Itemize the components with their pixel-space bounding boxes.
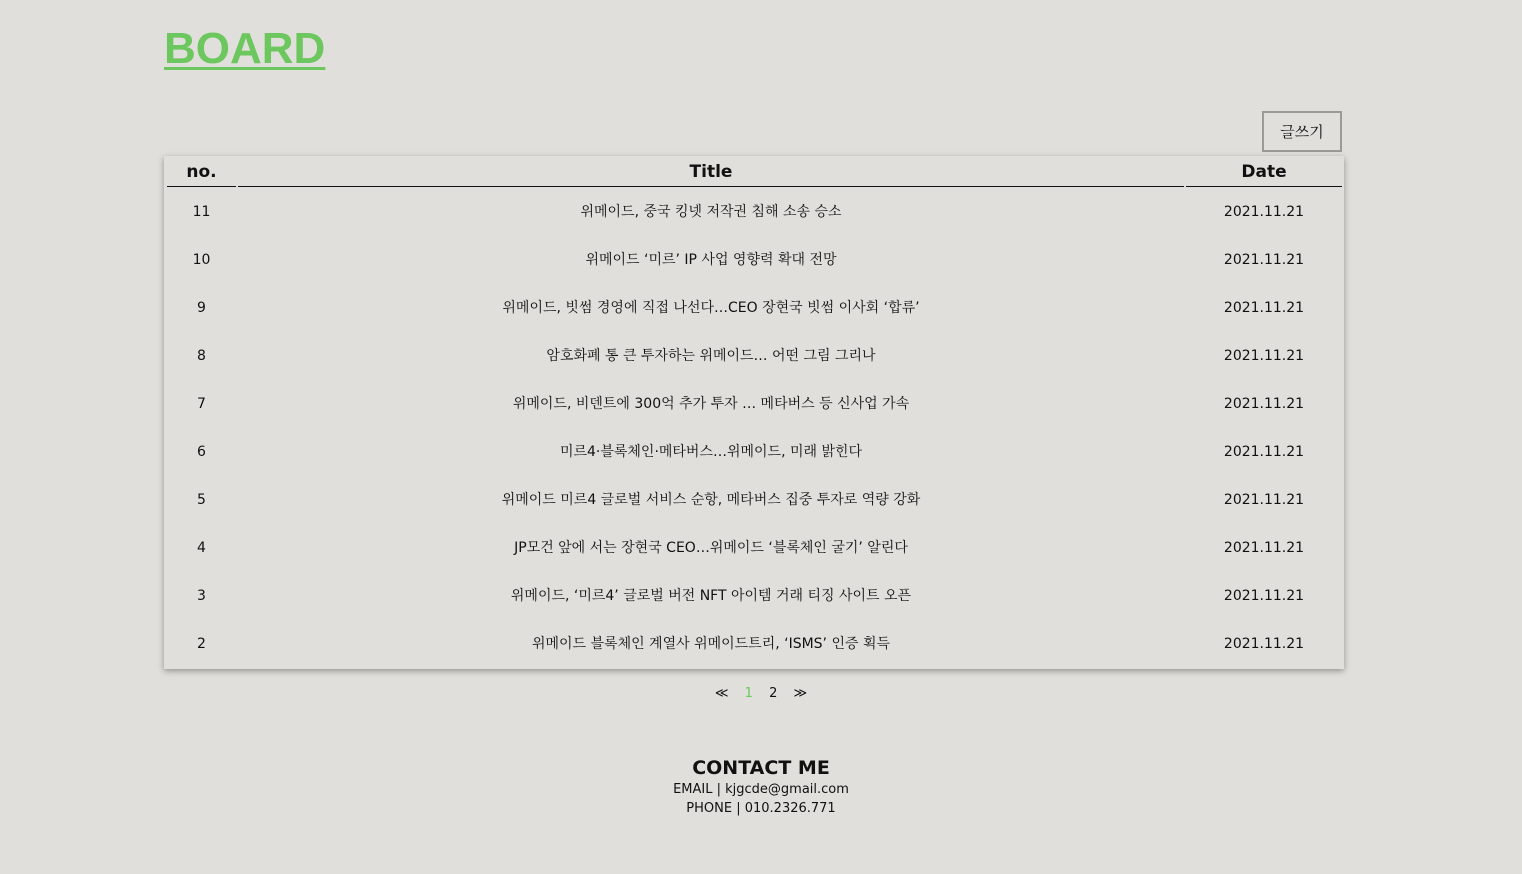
column-header-date: Date — [1186, 156, 1342, 187]
table-row[interactable] — [164, 284, 1344, 332]
footer-phone: PHONE | 010.2326.771 — [686, 801, 836, 816]
row-date: 2021.11.21 — [1223, 348, 1305, 364]
page-next-link[interactable]: ≫ — [793, 686, 808, 701]
table-row[interactable] — [164, 332, 1344, 380]
row-date: 2021.11.21 — [1223, 252, 1305, 268]
row-title-link[interactable]: 위메이드, 빗썸 경영에 직접 나선다…CEO 장현국 빗썸 이사회 ‘합류’ — [502, 300, 920, 316]
board-title-link[interactable]: BOARD — [164, 24, 326, 73]
table-body — [164, 188, 1344, 668]
row-number: 11 — [192, 204, 211, 220]
write-button[interactable]: 글쓰기 — [1262, 111, 1342, 152]
table-row[interactable] — [164, 236, 1344, 284]
page-link-2[interactable]: 2 — [769, 686, 778, 701]
row-date: 2021.11.21 — [1223, 204, 1305, 220]
row-title-link[interactable]: 암호화폐 통 큰 투자하는 위메이드… 어떤 그림 그리나 — [546, 348, 876, 364]
table-row[interactable] — [164, 620, 1344, 668]
row-date: 2021.11.21 — [1223, 492, 1305, 508]
footer-email: EMAIL | kjgcde@gmail.com — [673, 782, 849, 797]
row-title-link[interactable]: 위메이드 블록체인 계열사 위메이드트리, ‘ISMS’ 인증 획득 — [531, 636, 891, 652]
column-header-title: Title — [238, 156, 1184, 187]
row-title-link[interactable]: 위메이드 ‘미르’ IP 사업 영향력 확대 전망 — [585, 252, 837, 268]
row-number: 7 — [197, 396, 206, 412]
table-row[interactable] — [164, 188, 1344, 236]
row-number: 2 — [197, 636, 206, 652]
row-title-link[interactable]: 미르4·블록체인·메타버스…위메이드, 미래 밝힌다 — [559, 444, 863, 460]
pagination — [0, 686, 1522, 706]
footer-title: CONTACT ME — [692, 757, 830, 779]
row-number: 3 — [197, 588, 206, 604]
row-date: 2021.11.21 — [1223, 588, 1305, 604]
footer — [0, 756, 1522, 818]
row-number: 6 — [197, 444, 206, 460]
table-row[interactable] — [164, 476, 1344, 524]
row-date: 2021.11.21 — [1223, 444, 1305, 460]
column-header-no: no. — [167, 156, 236, 187]
row-date: 2021.11.21 — [1223, 300, 1305, 316]
table-row[interactable] — [164, 380, 1344, 428]
row-number: 5 — [197, 492, 206, 508]
row-title-link[interactable]: 위메이드, 비덴트에 300억 추가 투자 … 메타버스 등 신사업 가속 — [512, 396, 910, 412]
row-title-link[interactable]: 위메이드, 중국 킹넷 저작권 침해 소송 승소 — [580, 204, 842, 220]
table-row[interactable] — [164, 524, 1344, 572]
table-header-row — [164, 156, 1344, 188]
row-number: 8 — [197, 348, 206, 364]
row-number: 4 — [197, 540, 206, 556]
board-table — [164, 156, 1344, 669]
table-row[interactable] — [164, 572, 1344, 620]
row-title-link[interactable]: 위메이드, ‘미르4’ 글로벌 버전 NFT 아이템 거래 티징 사이트 오픈 — [510, 588, 912, 604]
row-number: 10 — [192, 252, 211, 268]
row-title-link[interactable]: JP모건 앞에 서는 장현국 CEO…위메이드 ‘블록체인 굴기’ 알린다 — [514, 540, 908, 556]
table-row[interactable] — [164, 428, 1344, 476]
page-prev-link[interactable]: ≪ — [714, 686, 729, 701]
row-date: 2021.11.21 — [1223, 396, 1305, 412]
row-number: 9 — [197, 300, 206, 316]
row-date: 2021.11.21 — [1223, 636, 1305, 652]
row-title-link[interactable]: 위메이드 미르4 글로벌 서비스 순항, 메타버스 집중 투자로 역량 강화 — [501, 492, 921, 508]
row-date: 2021.11.21 — [1223, 540, 1305, 556]
page-link-1[interactable]: 1 — [744, 686, 753, 701]
